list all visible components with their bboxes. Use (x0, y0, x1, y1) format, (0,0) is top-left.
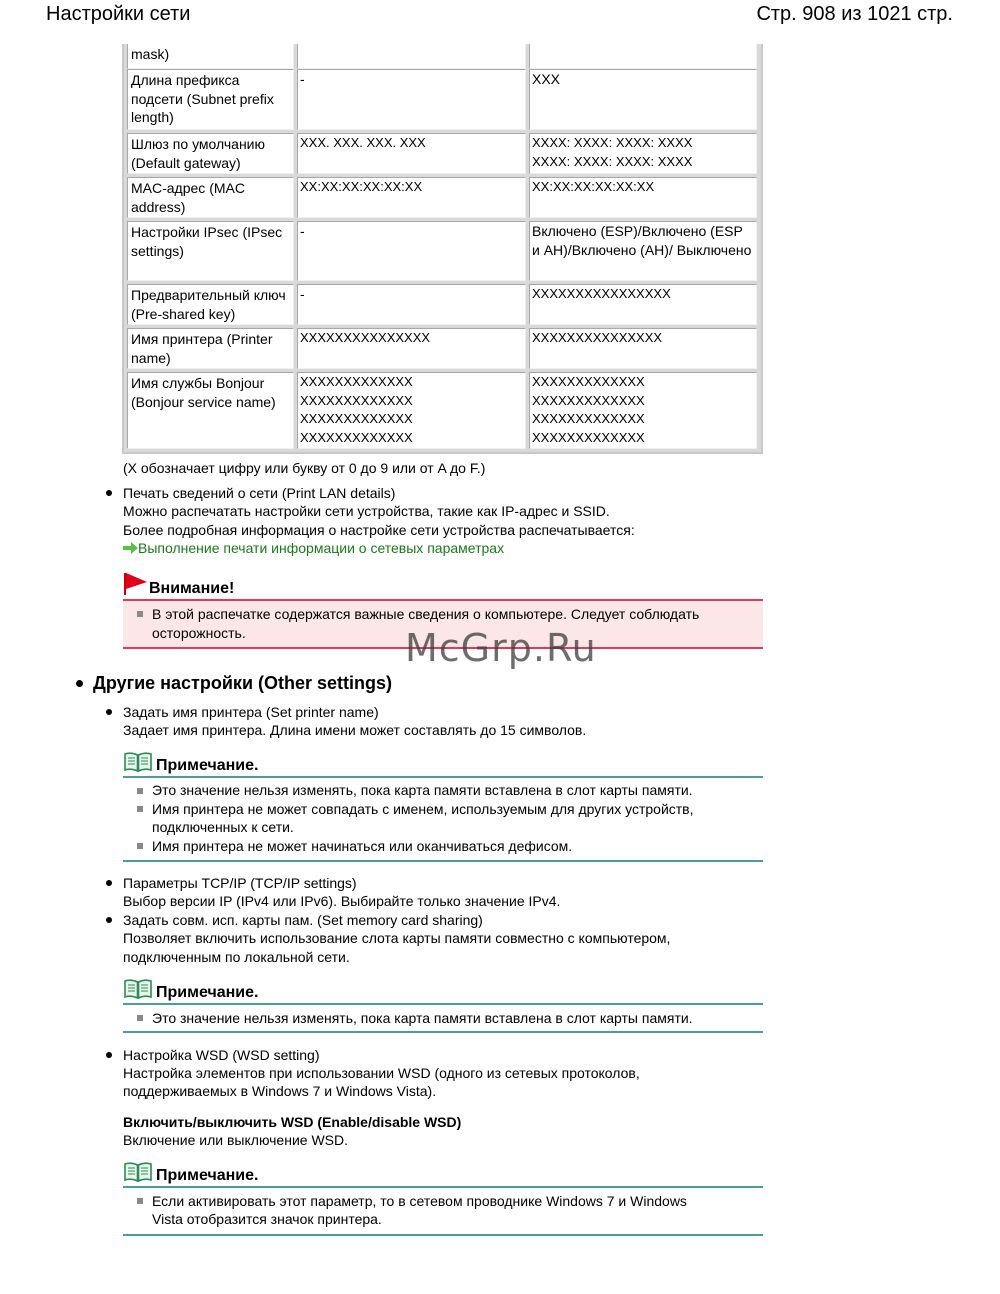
wsd-desc: поддерживаемых в Windows 7 и Windows Vista). (123, 1083, 437, 1099)
memory-card-sharing-title: Задать совм. исп. карты пам. (Set memory card sharing) (123, 912, 483, 928)
table-footnote: (X обозначает цифру или букву от 0 до 9 или от A до F.) (123, 460, 486, 476)
note-divider (123, 1186, 763, 1188)
square-bullet-icon (137, 843, 143, 849)
table-cell: XX:XX:XX:XX:XX:XX (529, 177, 757, 218)
arrow-right-icon (123, 542, 138, 554)
note-title: Примечание. (156, 984, 259, 1001)
note-text: Если активировать этот параметр, то в сетевом проводнике Windows 7 и Windows (152, 1193, 687, 1209)
note-text: Имя принтера не может начинаться или оканчиваться дефисом. (152, 838, 573, 854)
table-cell: XXX. XXX. XXX. XXX (297, 133, 526, 174)
note-divider (123, 1003, 763, 1005)
table-cell: Имя принтера (Printer name) (127, 328, 294, 369)
section-heading: Другие настройки (Other settings) (93, 673, 393, 693)
page-number: Стр. 908 из 1021 стр. (756, 3, 953, 25)
caution-title: Внимание! (149, 580, 235, 597)
table-cell (297, 44, 526, 69)
page-title: Настройки сети (46, 3, 191, 25)
bullet-icon (106, 1052, 112, 1058)
print-lan-desc: Более подробная информация о настройке сети устройства распечатывается: (123, 522, 635, 538)
note-divider (123, 1234, 763, 1236)
bullet-icon (106, 880, 112, 886)
note-text: Vista отобразится значок принтера. (152, 1211, 382, 1227)
table-cell: Предварительный ключ (Pre-shared key) (127, 284, 294, 325)
table-cell: Настройки IPsec (IPsec settings) (127, 221, 294, 281)
wsd-title: Настройка WSD (WSD setting) (123, 1047, 320, 1063)
set-name-desc: Задает имя принтера. Длина имени может составлять до 15 символов. (123, 722, 587, 738)
wsd-desc: Настройка элементов при использовании WSD (одного из сетевых протоколов, (123, 1065, 640, 1081)
table-cell: XXXX: XXXX: XXXX: XXXX XXXX: XXXX: XXXX: XXXX (529, 133, 757, 174)
note-text: Это значение нельзя изменять, пока карта памяти вставлена в слот карты памяти. (152, 782, 693, 798)
square-bullet-icon (137, 611, 143, 617)
note-book-icon (124, 752, 152, 772)
bullet-icon (106, 490, 112, 496)
note-book-icon (124, 979, 152, 999)
square-bullet-icon (137, 1198, 143, 1204)
note-divider (123, 860, 763, 862)
square-bullet-icon (137, 788, 143, 794)
table-cell: - (297, 69, 526, 130)
tcpip-title: Параметры TCP/IP (TCP/IP settings) (123, 875, 357, 891)
table-cell: Шлюз по умолчанию (Default gateway) (127, 133, 294, 174)
tcpip-desc: Выбор версии IP (IPv4 или IPv6). Выбирайте только значение IPv4. (123, 893, 561, 909)
note-book-icon (124, 1162, 152, 1182)
watermark: McGrp.Ru (405, 626, 597, 670)
table-cell: mask) (127, 44, 294, 69)
bullet-icon (106, 709, 112, 715)
table-row (124, 44, 761, 69)
caution-text: осторожность. (152, 625, 246, 641)
caution-text: В этой распечатке содержатся важные сведения о компьютере. Следует соблюдать (152, 606, 700, 622)
print-lan-link[interactable] (123, 539, 504, 558)
print-lan-desc: Можно распечатать настройки сети устройства, такие как IP-адрес и SSID. (123, 503, 610, 519)
print-lan-link-label: Выполнение печати информации о сетевых параметрах (138, 540, 505, 556)
table-cell: XX:XX:XX:XX:XX:XX (297, 177, 526, 218)
table-cell: - (297, 221, 526, 281)
caution-flag-icon (123, 571, 149, 595)
note-divider (123, 776, 763, 778)
square-bullet-icon (137, 1015, 143, 1021)
table-cell: Включено (ESP)/Включено (ESP и AH)/Включено (AH)/ Выключено (529, 221, 757, 281)
note-title: Примечание. (156, 757, 259, 774)
table-cell: Длина префикса подсети (Subnet prefix length) (127, 69, 294, 130)
table-cell: XXXXXXXXXXXXXXX (297, 328, 526, 369)
table-cell: XXXXXXXXXXXXXXXX (529, 284, 757, 325)
table-cell: XXXXXXXXXXXXX XXXXXXXXXXXXX XXXXXXXXXXXXX XXXXXXXXXXXXX (529, 372, 757, 449)
note-text: Имя принтера не может совпадать с именем, используемым для других устройств, (152, 801, 694, 817)
memory-card-sharing-desc: Позволяет включить использование слота карты памяти совместно с компьютером, (123, 930, 671, 946)
table-cell: XXXXXXXXXXXXX XXXXXXXXXXXXX XXXXXXXXXXXXX XXXXXXXXXXXXX (297, 372, 526, 449)
table-cell: - (297, 284, 526, 325)
memory-card-sharing-desc: подключенным по локальной сети. (123, 949, 350, 965)
bullet-icon (76, 680, 83, 687)
table-cell (529, 44, 757, 69)
table-cell: Имя службы Bonjour (Bonjour service name) (127, 372, 294, 449)
note-text: подключенных к сети. (152, 819, 294, 835)
note-title: Примечание. (156, 1167, 259, 1184)
table-cell: MAC-адрес (MAC address) (127, 177, 294, 218)
network-settings-table (122, 44, 763, 454)
note-divider (123, 1031, 763, 1033)
table-cell: XXXXXXXXXXXXXXX (529, 328, 757, 369)
square-bullet-icon (137, 806, 143, 812)
set-name-title: Задать имя принтера (Set printer name) (123, 704, 379, 720)
wsd-sub-desc: Включение или выключение WSD. (123, 1132, 348, 1148)
wsd-sub-title: Включить/выключить WSD (Enable/disable WSD) (123, 1114, 462, 1130)
bullet-icon (106, 917, 112, 923)
print-lan-title: Печать сведений о сети (Print LAN details) (123, 485, 396, 501)
table-cell: XXX (529, 69, 757, 130)
note-text: Это значение нельзя изменять, пока карта памяти вставлена в слот карты памяти. (152, 1010, 693, 1026)
